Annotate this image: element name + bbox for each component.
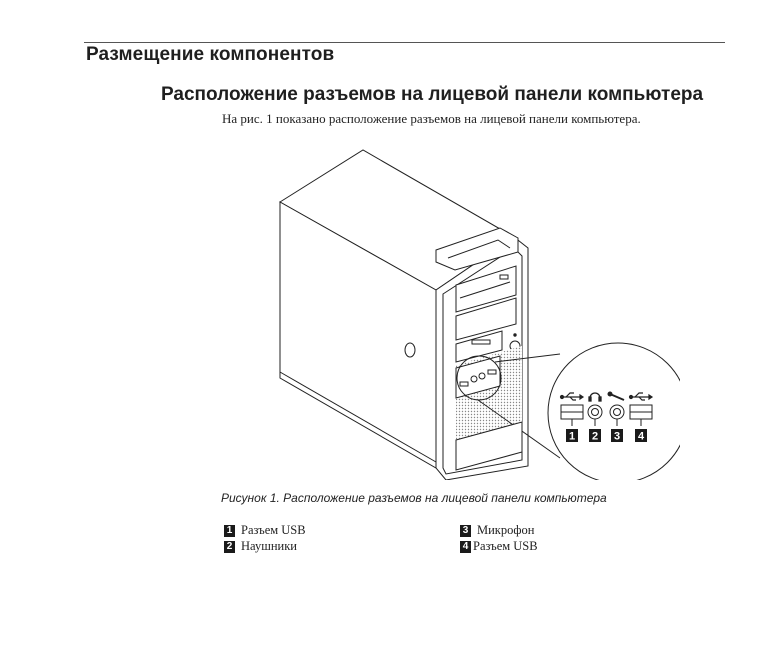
legend-item bbox=[224, 523, 306, 538]
intro-paragraph: На рис. 1 показано расположение разъемов на лицевой панели компьютера. bbox=[222, 111, 641, 126]
legend-label: Разъем USB bbox=[241, 523, 306, 537]
connector-callout bbox=[548, 343, 680, 480]
computer-front-panel-figure bbox=[260, 140, 680, 480]
section-divider bbox=[84, 42, 725, 43]
subsection-title: Расположение разъемов на лицевой панели компьютера bbox=[161, 84, 704, 105]
callout-number-badge: 2 bbox=[224, 541, 235, 553]
svg-text:1: 1 bbox=[568, 430, 576, 443]
callout-number-badge: 3 bbox=[460, 525, 471, 537]
figure-caption: Рисунок 1. Расположение разъемов на лицевой панели компьютера bbox=[221, 491, 607, 505]
legend-item bbox=[460, 539, 538, 554]
legend-label: Наушники bbox=[241, 539, 297, 553]
section-title: Размещение компонентов bbox=[86, 44, 335, 65]
legend-item bbox=[460, 523, 534, 538]
legend-label: Микрофон bbox=[477, 523, 535, 537]
legend-item bbox=[224, 539, 297, 554]
legend-label: Разъем USB bbox=[473, 539, 538, 553]
svg-text:2: 2 bbox=[591, 430, 599, 443]
callout-number-badge: 4 bbox=[460, 541, 471, 553]
svg-text:4: 4 bbox=[637, 430, 645, 443]
svg-text:3: 3 bbox=[613, 430, 621, 443]
callout-number-badge: 1 bbox=[224, 525, 235, 537]
computer-tower-drawing bbox=[280, 150, 560, 480]
